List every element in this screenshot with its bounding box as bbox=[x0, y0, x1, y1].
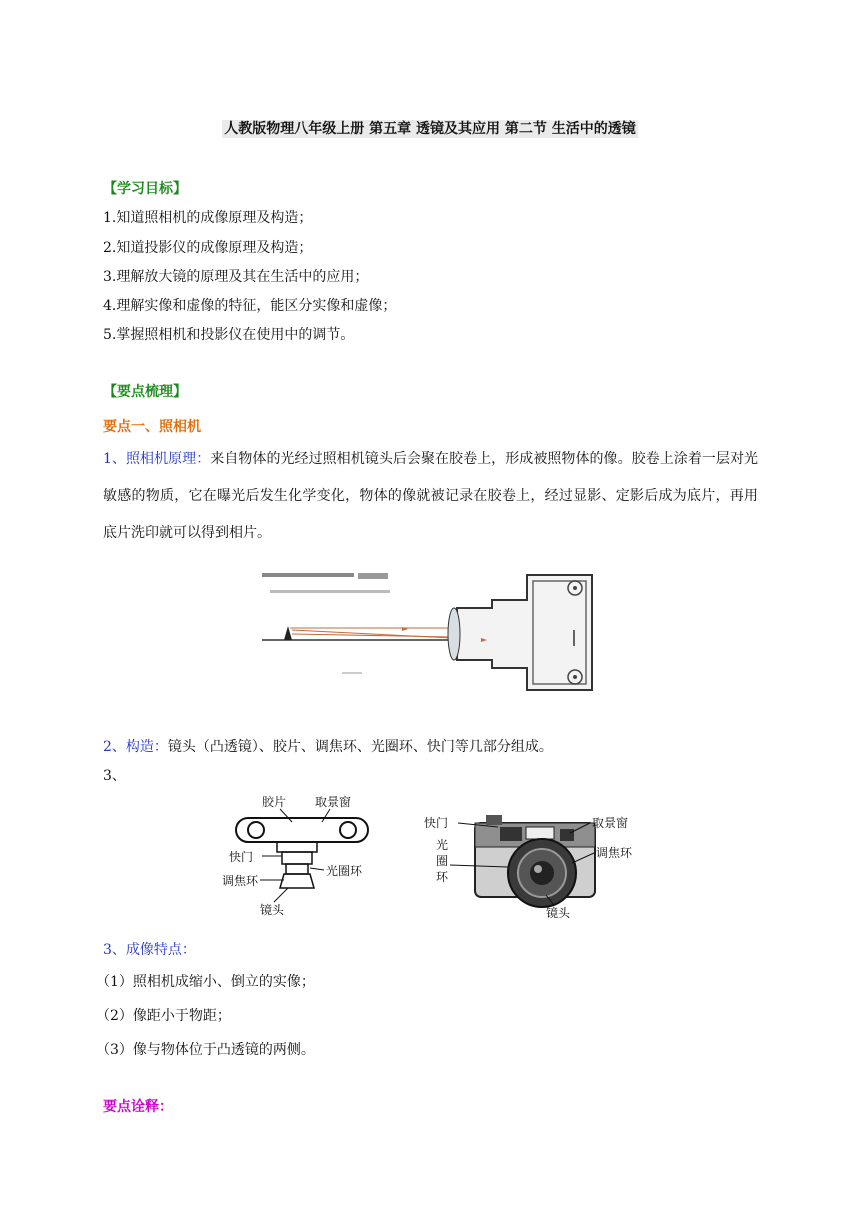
page-title: 人教版物理八年级上册 第五章 透镜及其应用 第二节 生活中的透镜 bbox=[224, 121, 636, 137]
imaging-label: 3、成像特点： bbox=[103, 942, 196, 958]
shutter-label: 快门 bbox=[229, 850, 254, 864]
objectives-heading: 【学习目标】 bbox=[103, 181, 187, 197]
focus-label: 调焦环 bbox=[596, 846, 633, 860]
camera-structure-diagram-left bbox=[222, 790, 382, 920]
aperture-label-2: 圈 bbox=[436, 854, 449, 868]
film-label: 胶片 bbox=[262, 795, 287, 809]
objective-item: 5.掌握照相机和投影仪在使用中的调节。 bbox=[103, 327, 355, 343]
camera-structure-diagram-right bbox=[420, 795, 670, 920]
imaging-item: （1）照相机成缩小、倒立的实像； bbox=[96, 974, 315, 990]
camera-principle-paragraph bbox=[103, 441, 758, 552]
structure-line bbox=[103, 736, 553, 756]
viewfinder-label: 取景窗 bbox=[592, 816, 629, 830]
point1-title: 要点一、照相机 bbox=[103, 419, 201, 435]
notes-label: 要点诠释： bbox=[103, 1099, 173, 1115]
structure-text: 镜头（凸透镜）、胶片、调焦环、光圈环、快门等几部分组成。 bbox=[167, 739, 553, 755]
objective-item: 1.知道照相机的成像原理及构造； bbox=[103, 210, 313, 226]
principle-label: 1、照相机原理： bbox=[103, 451, 211, 467]
aperture-label: 光圈环 bbox=[326, 864, 363, 878]
objective-item: 2.知道投影仪的成像原理及构造； bbox=[103, 240, 313, 256]
aperture-label-3: 环 bbox=[436, 870, 449, 884]
lens-label: 镜头 bbox=[546, 906, 571, 920]
imaging-item: （2）像距小于物距； bbox=[96, 1008, 231, 1024]
principle-text: 来自物体的光经过照相机镜头后会聚在胶卷上，形成被照物体的像。胶卷上涂着一层对光敏感的物质，它在曝光后发生化学变化，物体的像就被记录在胶卷上，经过显影、定影后成为底片，再用底片洗印就可以得到相片。 bbox=[103, 451, 758, 541]
viewfinder-label: 取景窗 bbox=[315, 795, 352, 809]
objective-item: 4.理解实像和虚像的特征，能区分实像和虚像； bbox=[103, 298, 397, 314]
imaging-item: （3）像与物体位于凸透镜的两侧。 bbox=[96, 1042, 315, 1058]
camera-optics-figure bbox=[262, 570, 602, 695]
summary-heading: 【要点梳理】 bbox=[103, 384, 187, 400]
aperture-label-1: 光 bbox=[436, 838, 449, 852]
shutter-label: 快门 bbox=[424, 816, 449, 830]
focus-label: 调焦环 bbox=[222, 874, 259, 888]
objective-item: 3.理解放大镜的原理及其在生活中的应用； bbox=[103, 269, 369, 285]
structure-label: 2、构造： bbox=[103, 739, 168, 755]
lens-label: 镜头 bbox=[260, 903, 285, 917]
item3-prefix: 3、 bbox=[103, 768, 126, 784]
